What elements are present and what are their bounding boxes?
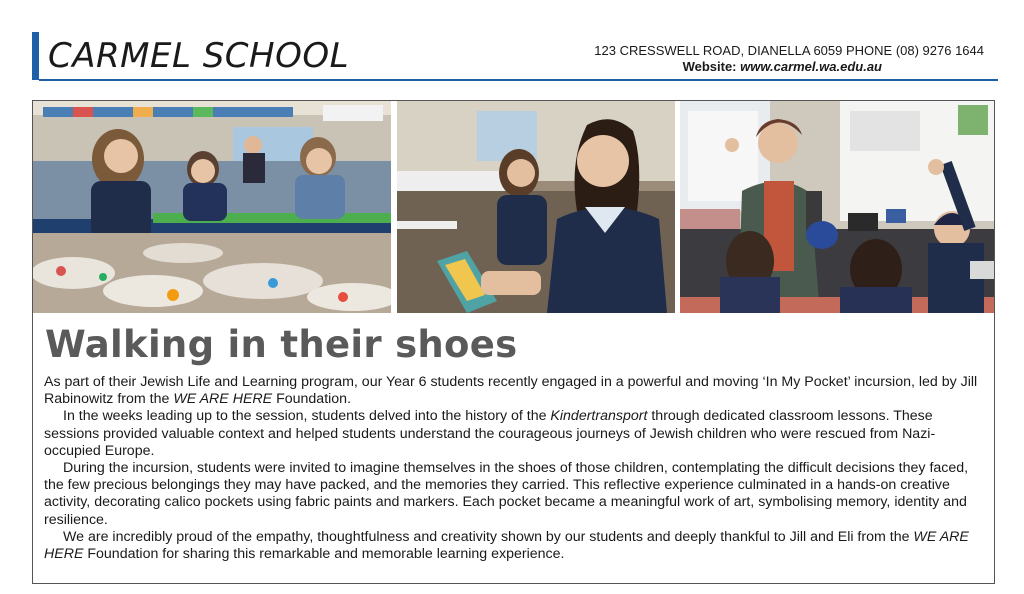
website-label: Website: [682, 59, 737, 74]
paragraph-1-text-b: Foundation. [272, 391, 352, 408]
website-url[interactable]: www.carmel.wa.edu.au [740, 59, 882, 74]
masthead [32, 30, 998, 82]
article-headline: Walking in their shoes [45, 323, 518, 366]
photo-strip [33, 101, 994, 313]
paragraph-1-emphasis: WE ARE HERE [173, 391, 273, 408]
contact-line: 123 CRESSWELL ROAD, DIANELLA 6059 PHONE (08) 9276 1644 [594, 43, 984, 58]
article-body [44, 374, 984, 563]
paragraph-4-emphasis: WE ARE HERE [44, 528, 969, 563]
paragraph-2-emphasis: Kindertransport [550, 408, 648, 425]
teacher-presenting-photo [680, 101, 994, 313]
masthead-rule [39, 79, 998, 81]
paragraph-2-text-b: through dedicated classroom lessons. These sessions provided valuable context and helped students understand the courageous journeys of Jewish children who were rescued from Nazi-occupied Europe. [44, 408, 936, 459]
website-line [683, 59, 882, 74]
paragraph-2-text-a: In the weeks leading up to the session, students delved into the history of the [63, 408, 551, 425]
student-holding-pocket-photo [397, 101, 675, 313]
paragraph-1-text-a: As part of their Jewish Life and Learning program, our Year 6 students recently engaged in a powerful and moving ‘In My Pocket’ incursion, led by Jill Rabinowitz from the [44, 374, 978, 408]
classroom-students-painting-photo [33, 101, 391, 313]
masthead-accent-bar [32, 32, 39, 80]
article-paragraph-4 [44, 529, 984, 563]
article-frame [32, 100, 995, 584]
school-name: CARMEL SCHOOL [48, 36, 350, 76]
article-paragraph-2 [44, 408, 984, 460]
paragraph-4-text-b: Foundation for sharing this remarkable and memorable learning experience. [83, 546, 565, 563]
article-paragraph-3: During the incursion, students were invited to imagine themselves in the shoes of those children, contemplating the difficult decisions they faced, the few precious belongings they may have packed, and the memories they carried. This reflective experience culminated in a hands-on creative activity, decorating calico pockets using fabric paints and markers. Each pocket became a meaningful work of art, symbolising memory, identity and resilience. [44, 460, 969, 528]
article-paragraph-1 [44, 374, 984, 408]
paragraph-4-text-a: We are incredibly proud of the empathy, thoughtfulness and creativity shown by our students and deeply thankful to Jill and Eli from the [63, 528, 914, 545]
